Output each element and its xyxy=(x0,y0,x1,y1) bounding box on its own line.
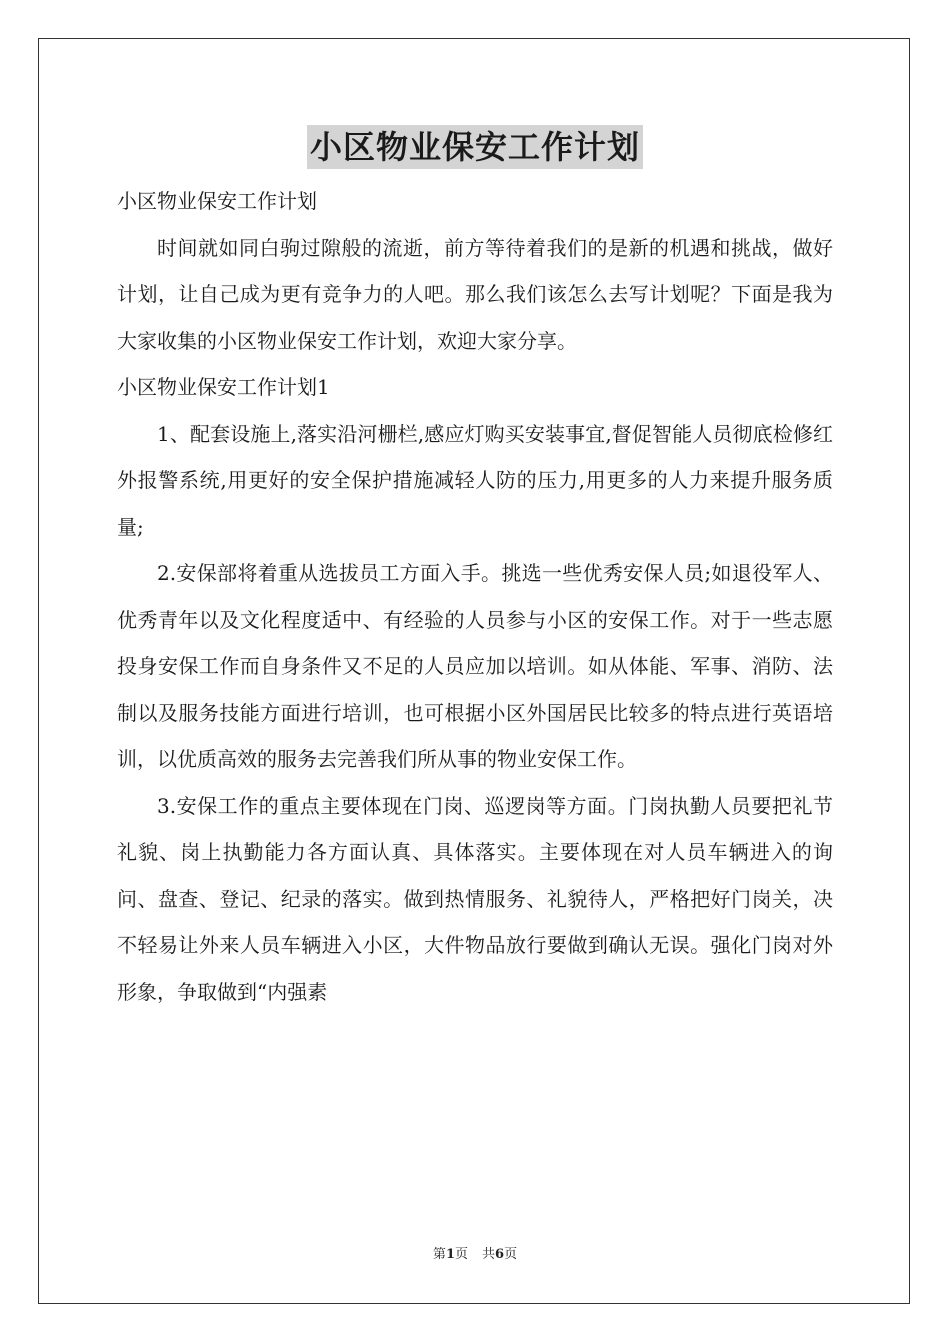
page-footer xyxy=(0,1246,950,1264)
paragraph-item-3: 3.安保工作的重点主要体现在门岗、巡逻岗等方面。门岗执勤人员要把礼节礼貌、岗上执勤能力各方面认真、具体落实。主要体现在对人员车辆进入的询问、盘查、登记、纪录的落实。做到热情服务、礼貌待人，严格把好门岗关，决不轻易让外来人员车辆进入小区，大件物品放行要做到确认无误。强化门岗对外形象，争取做到“内强素 xyxy=(117,793,833,1004)
title-container xyxy=(0,125,950,169)
paragraph-item-2: 2.安保部将着重从选拔员工方面入手。挑选一些优秀安保人员;如退役军人、优秀青年以及文化程度适中、有经验的人员参与小区的安保工作。对于一些志愿投身安保工作而自身条件又不足的人员应加以培训。如从体能、军事、消防、法制以及服务技能方面进行培训，也可根据小区外国居民比较多的特点进行英语培训，以优质高效的服务去完善我们所从事的物业安保工作。 xyxy=(117,561,833,771)
document-title: 小区物业保安工作计划 xyxy=(307,125,643,169)
total-page-count: 6 xyxy=(495,1247,505,1262)
page-prefix: 第 xyxy=(432,1247,446,1262)
paragraph-subtitle: 小区物业保安工作计划 xyxy=(117,189,317,213)
total-prefix: 共 xyxy=(482,1247,496,1262)
paragraph-intro: 时间就如同白驹过隙般的流逝，前方等待着我们的是新的机遇和挑战，做好计划，让自己成为更有竞争力的人吧。那么我们该怎么去写计划呢？下面是我为大家收集的小区物业保安工作计划，欢迎大家分享。 xyxy=(117,235,833,353)
page-suffix: 页 xyxy=(454,1247,468,1262)
paragraph-item-1: 1、配套设施上,落实沿河栅栏,感应灯购买安装事宜,督促智能人员彻底检修红外报警系统,用更好的安全保护措施减轻人防的压力,用更多的人力来提升服务质量; xyxy=(117,421,833,539)
total-suffix: 页 xyxy=(504,1247,518,1262)
section-heading: 小区物业保安工作计划1 xyxy=(117,375,330,399)
current-page-number: 1 xyxy=(445,1247,455,1262)
document-body xyxy=(117,178,833,1015)
